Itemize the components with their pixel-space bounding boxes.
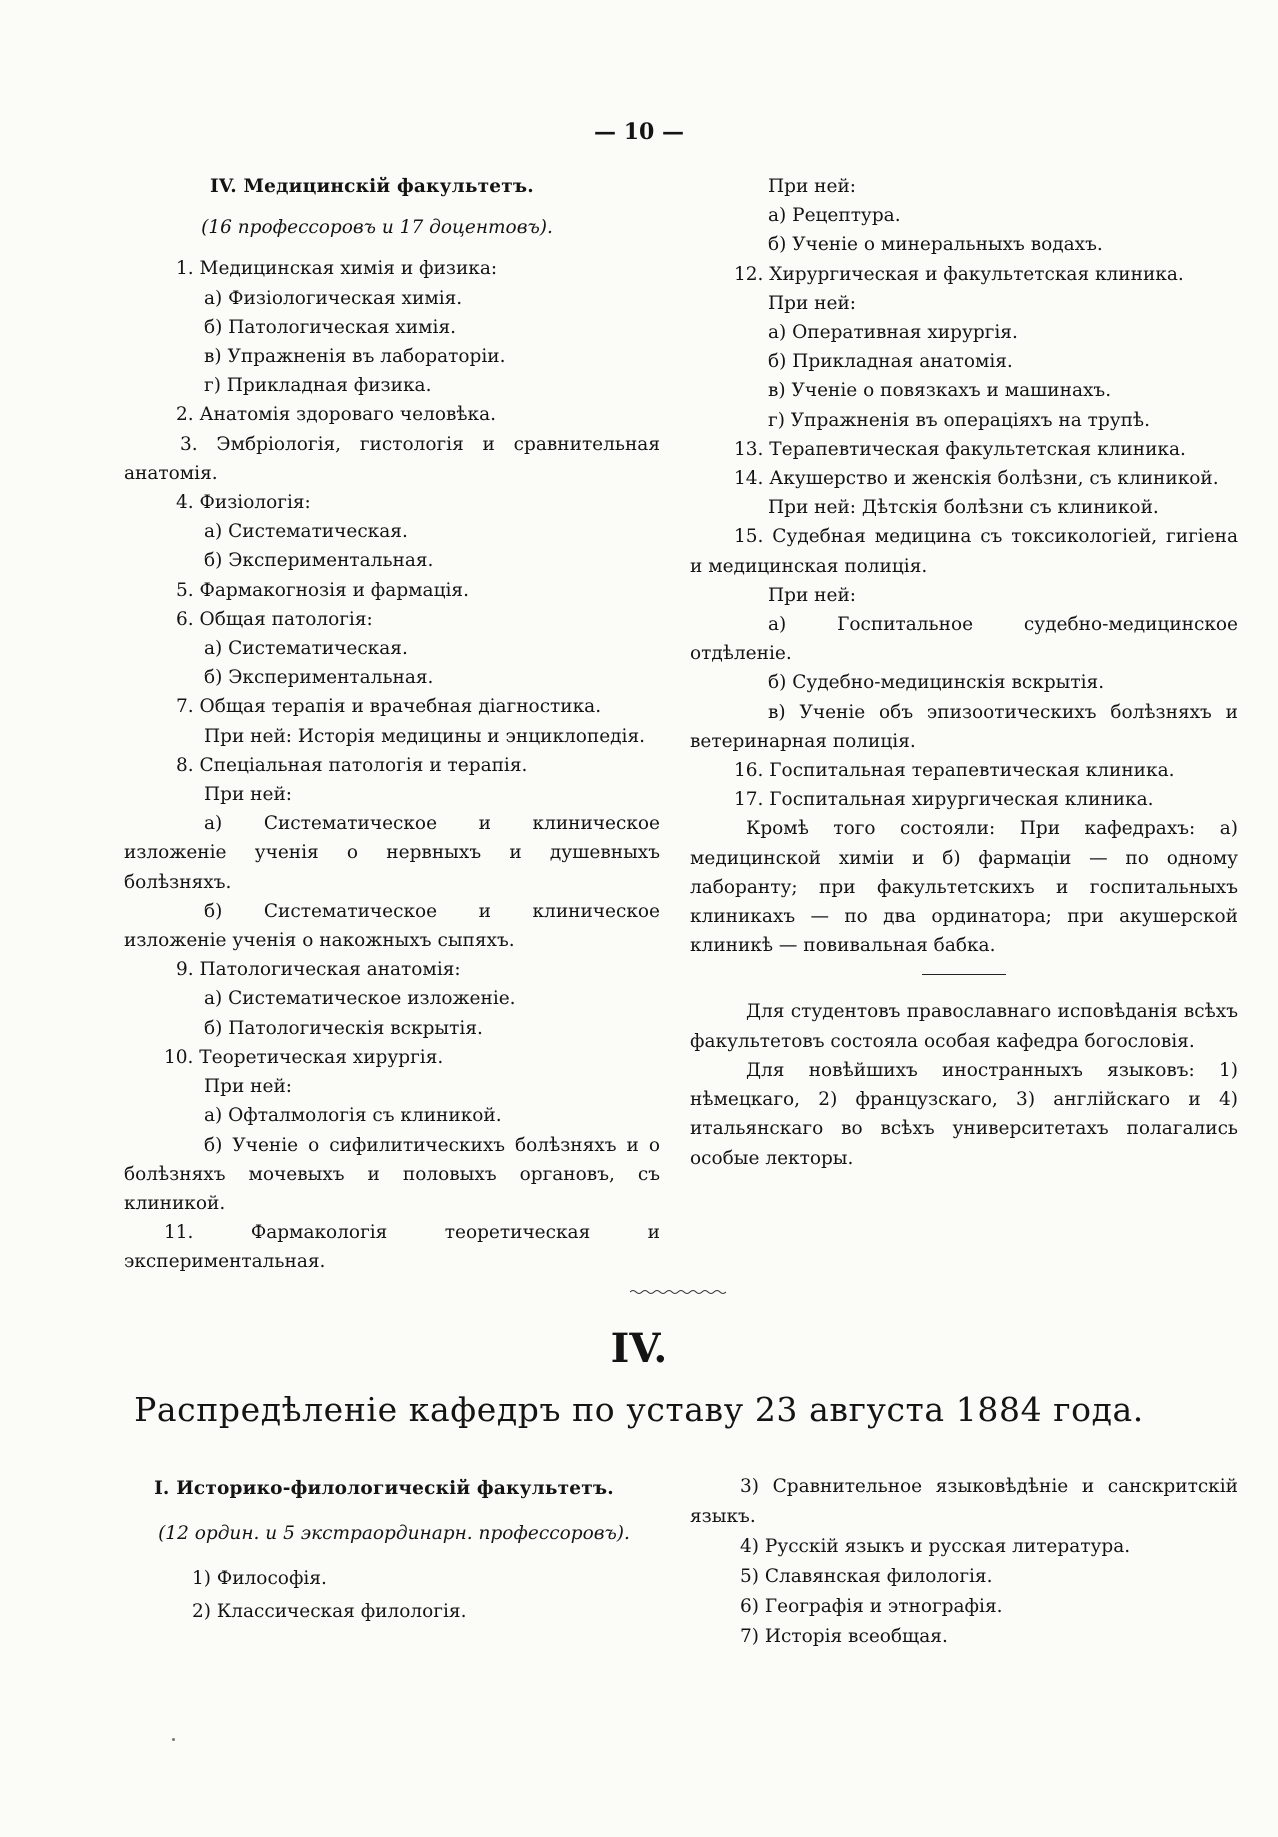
list-item: 5) Славянская филологія. <box>740 1566 993 1587</box>
list-item: в) Упражненія въ лабораторіи. <box>204 346 506 368</box>
list-item: 7. Общая терапія и врачебная діагностика. <box>176 696 602 718</box>
list-item: 13. Терапевтическая факультетская клиника. <box>734 438 1186 460</box>
list-item: а) Оперативная хирургія. <box>768 322 1018 344</box>
list-item: б) Систематическое и клиническое изложеніе ученія о накожныхъ сыпяхъ. <box>124 900 660 952</box>
list-item: а) Офталмологія съ клиникой. <box>204 1105 502 1127</box>
list-item: 11. Фармакологія теоретическая и экспериментальная. <box>124 1222 660 1273</box>
right-column <box>690 172 1238 1173</box>
list-item: а) Рецептура. <box>768 205 901 227</box>
list-item: б) Экспериментальная. <box>204 550 434 572</box>
list-item: При ней: <box>768 292 857 314</box>
list-item: а) Систематическое изложеніе. <box>204 988 516 1010</box>
list-item: 1. Медицинская химія и физика: <box>176 258 498 280</box>
list-item: При ней: <box>204 784 293 806</box>
paragraph: Для студентовъ православнаго исповѣданія всѣхъ факультетовъ состояла особая кафедра богословія. <box>690 1001 1238 1052</box>
list-item: При ней: <box>768 584 857 606</box>
paragraph: Кромѣ того состояли: При кафедрахъ: а) медицинской химіи и б) фармаціи — по одному лаборанту; при факультетскихъ и госпитальныхъ клиникахъ — по два ординатора; при акушерской клиникѣ — повивальная бабка. <box>690 818 1238 957</box>
list-item: б) Судебно-медицинскія вскрытія. <box>768 672 1105 694</box>
list-item: а) Физіологическая химія. <box>204 287 463 309</box>
page-number: — 10 — <box>594 119 684 145</box>
faculty-heading: IV. Медицинскій факультетъ. <box>210 176 534 197</box>
list-item: а) Систематическое и клиническое изложеніе ученія о нервныхъ и душевныхъ болѣзняхъ. <box>124 813 660 893</box>
left-column <box>124 172 660 1277</box>
list-item: в) Ученіе объ эпизоотическихъ болѣзняхъ и ветеринарная полиція. <box>690 701 1238 752</box>
list-item: 6) Географія и этнографія. <box>740 1596 1003 1617</box>
list-item: б) Патологическія вскрытія. <box>204 1017 483 1039</box>
list-item: 3. Эмбріологія, гистологія и сравнительная анатомія. <box>124 433 660 484</box>
list-item: 6. Общая патологія: <box>176 608 373 630</box>
section-title: Распредѣленіе кафедръ по уставу 23 августа 1884 года. <box>134 1390 1144 1429</box>
list-item: б) Ученіе о сифилитическихъ болѣзняхъ и о болѣзняхъ мочевыхъ и половыхъ органовъ, съ клиникой. <box>124 1134 660 1214</box>
list-item: 2) Классическая филологія. <box>192 1601 467 1622</box>
bottom-left-column <box>124 1472 664 1628</box>
list-item: 14. Акушерство и женскія болѣзни, съ клиникой. <box>734 468 1219 490</box>
list-item: б) Ученіе о минеральныхъ водахъ. <box>768 234 1103 256</box>
list-item: 15. Судебная медицина съ токсикологіей, гигіена и медицинская полиція. <box>690 526 1238 577</box>
list-item: 1) Философія. <box>192 1568 327 1589</box>
list-item: б) Экспериментальная. <box>204 667 434 689</box>
faculty-subheading: (16 профессоровъ и 17 доцентовъ). <box>201 217 553 239</box>
faculty-heading: I. Историко-филологическій факультетъ. <box>154 1478 614 1499</box>
list-item: При ней: Исторія медицины и энциклопедія. <box>204 725 646 747</box>
section-number: IV. <box>610 1325 668 1372</box>
list-item: 2. Анатомія здороваго человѣка. <box>176 404 497 426</box>
list-item: 4) Русскій языкъ и русская литература. <box>740 1536 1131 1557</box>
list-item: 16. Госпитальная терапевтическая клиника. <box>734 760 1175 782</box>
list-item: При ней: Дѣтскія болѣзни съ клиникой. <box>768 497 1159 519</box>
list-item: б) Патологическая химія. <box>204 316 456 338</box>
list-item: а) Госпитальное судебно-медицинское отдѣленіе. <box>690 614 1238 665</box>
list-item: 17. Госпитальная хирургическая клиника. <box>734 789 1154 811</box>
bottom-right-column <box>690 1472 1238 1652</box>
ink-speck <box>172 1738 175 1741</box>
list-item: 9. Патологическая анатомія: <box>176 959 461 981</box>
list-item: 7) Исторія всеобщая. <box>740 1626 948 1647</box>
list-item: б) Прикладная анатомія. <box>768 351 1013 373</box>
list-item: г) Упражненія въ операціяхъ на трупѣ. <box>768 409 1150 431</box>
list-item: а) Систематическая. <box>204 638 408 660</box>
list-item: в) Ученіе о повязкахъ и машинахъ. <box>768 380 1112 402</box>
list-item: а) Систематическая. <box>204 521 408 543</box>
list-item: 3) Сравнительное языковѣдѣніе и санскритскій языкъ. <box>690 1476 1238 1527</box>
wavy-divider <box>630 1288 730 1296</box>
list-item: 8. Спеціальная патологія и терапія. <box>176 754 528 776</box>
list-item: 10. Теоретическая хирургія. <box>164 1046 444 1068</box>
list-item: 12. Хирургическая и факультетская клиника. <box>734 263 1184 285</box>
list-item: 4. Физіологія: <box>176 492 311 514</box>
divider <box>922 974 1006 975</box>
paragraph: Для новѣйшихъ иностранныхъ языковъ: 1) нѣмецкаго, 2) французскаго, 3) англійскаго и 4) итальянскаго во всѣхъ университетахъ полагались особые лекторы. <box>690 1059 1238 1169</box>
faculty-subheading: (12 ордин. и 5 экстраординарн. профессоровъ). <box>158 1523 630 1544</box>
list-item: При ней: <box>768 176 857 197</box>
list-item: 5. Фармакогнозія и фармація. <box>176 579 469 601</box>
list-item: г) Прикладная физика. <box>204 375 432 397</box>
list-item: При ней: <box>204 1076 293 1098</box>
